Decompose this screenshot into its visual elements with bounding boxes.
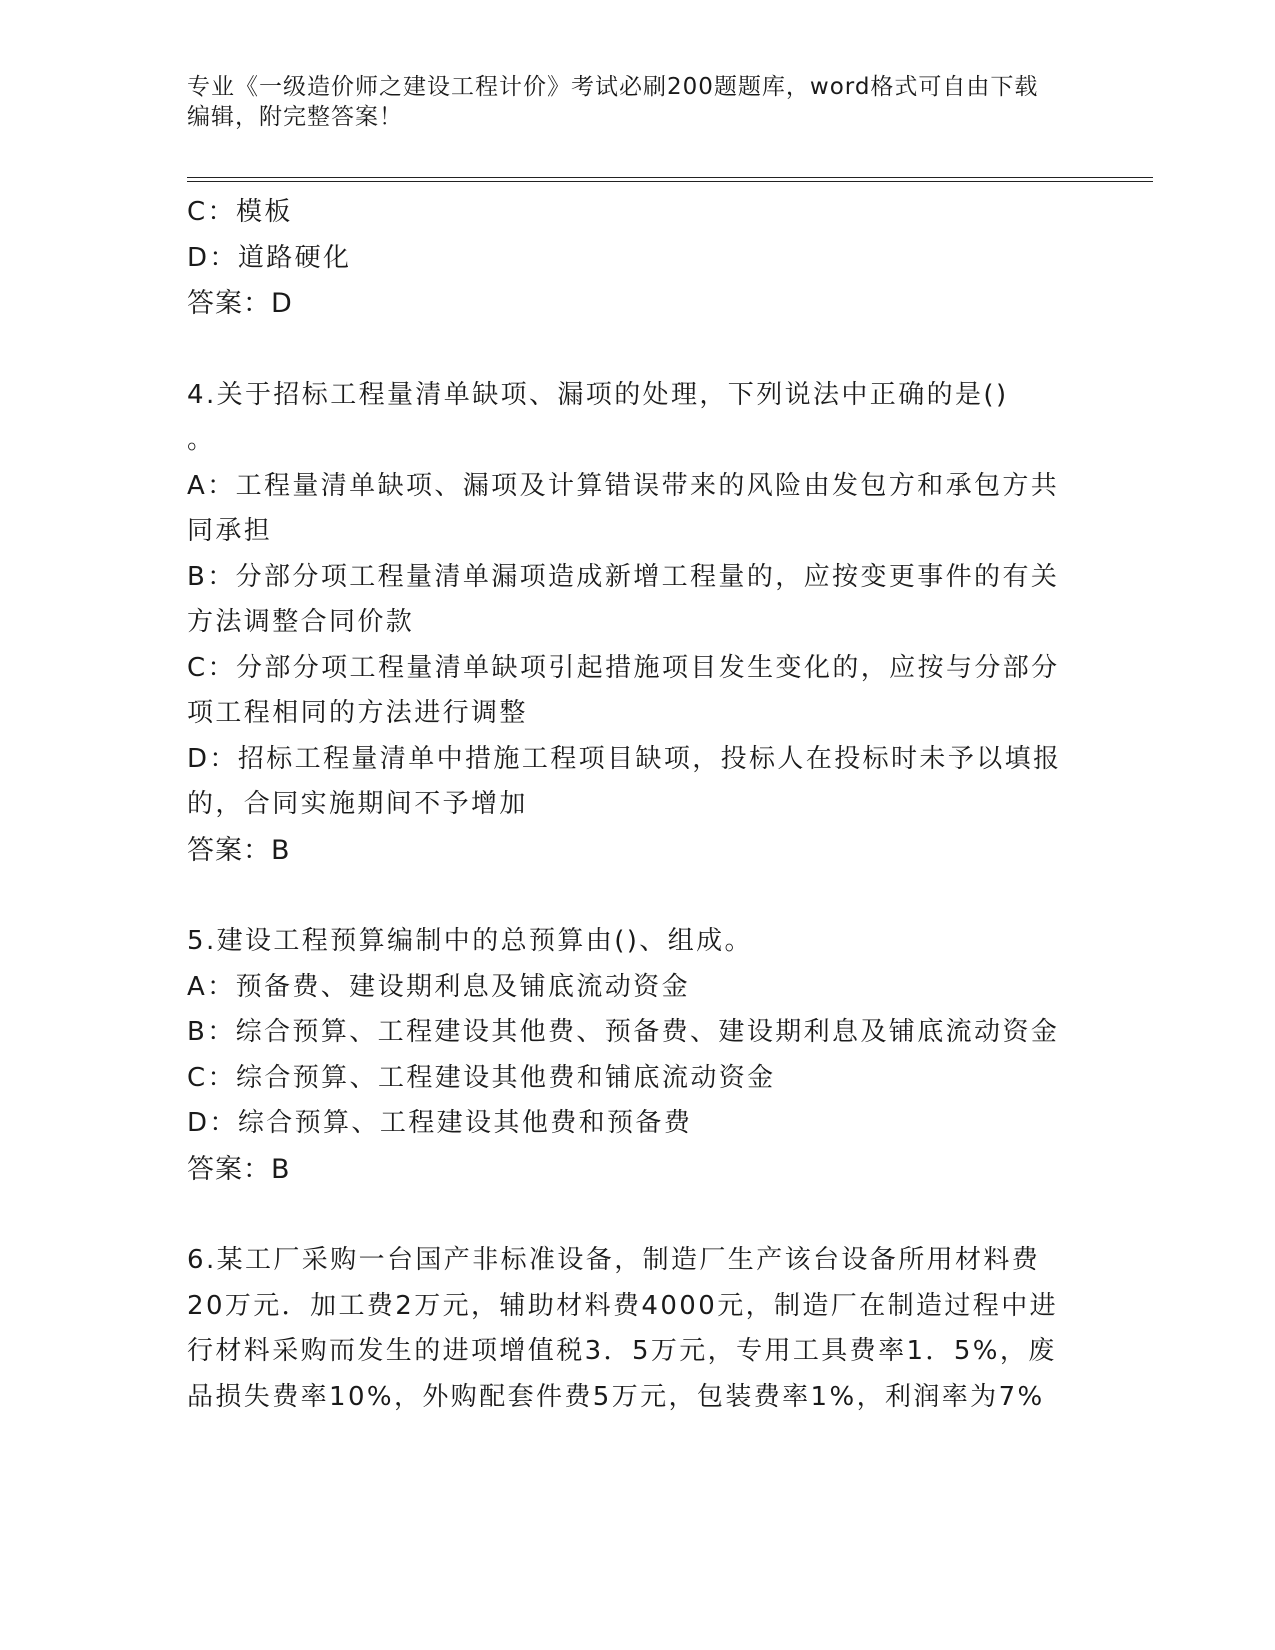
q4-answer: 答案：B: [187, 834, 291, 866]
q6-stem-line-4: 品损失费率10%，外购配套件费5万元，包装费率1%，利润率为7%: [187, 1381, 1045, 1412]
q4-option-b-line-2: 方法调整合同价款: [187, 607, 415, 637]
q4-option-c-line-1: C：分部分项工程量清单缺项引起措施项目发生变化的，应按与分部分: [187, 652, 1060, 683]
question-5: [187, 919, 1087, 1192]
header-line-2: 编辑，附完整答案！: [187, 104, 403, 130]
q3-option-d: D：道路硬化: [187, 242, 352, 273]
q4-option-c-line-2: 项工程相同的方法进行调整: [187, 698, 528, 728]
q4-option-d-line-2: 的，合同实施期间不予增加: [187, 789, 528, 819]
q4-stem-line-1: 4.关于招标工程量清单缺项、漏项的处理，下列说法中正确的是(): [187, 379, 1009, 410]
q4-stem-line-2: 。: [187, 425, 214, 455]
q5-stem: 5.建设工程预算编制中的总预算由()、组成。: [187, 926, 753, 956]
question-4: [187, 373, 1087, 874]
q5-option-d: D：综合预算、工程建设其他费和预备费: [187, 1108, 693, 1138]
header-divider-top: [187, 177, 1153, 178]
document-body: [187, 190, 1087, 1420]
q5-option-c: C：综合预算、工程建设其他费和铺底流动资金: [187, 1062, 776, 1093]
spacer: [187, 1192, 1087, 1238]
q4-option-a-line-2: 同承担: [187, 516, 273, 546]
q4-option-d-line-1: D：招标工程量清单中措施工程项目缺项，投标人在投标时未予以填报: [187, 743, 1062, 774]
q6-stem-line-3: 行材料采购而发生的进项增值税3．5万元，专用工具费率1．5%，废: [187, 1336, 1057, 1366]
question-3-tail: [187, 190, 1087, 327]
spacer: [187, 873, 1087, 919]
q4-option-a-line-1: A：工程量清单缺项、漏项及计算错误带来的风险由发包方和承包方共: [187, 470, 1060, 501]
q6-stem-line-1: 6.某工厂采购一台国产非标准设备，制造厂生产该台设备所用材料费: [187, 1245, 1041, 1275]
q3-option-c: C：模板: [187, 197, 293, 227]
q3-answer: 答案：D: [187, 288, 293, 319]
document-header: [187, 72, 1067, 132]
question-6: [187, 1238, 1087, 1420]
spacer: [187, 327, 1087, 373]
header-line-1: 专业《一级造价师之建设工程计价》考试必刷200题题库，word格式可自由下载: [187, 74, 1039, 100]
q4-option-b-line-1: B：分部分项工程量清单漏项造成新增工程量的，应按变更事件的有关: [187, 561, 1060, 592]
q5-option-b: B：综合预算、工程建设其他费、预备费、建设期利息及铺底流动资金: [187, 1017, 1060, 1047]
q6-stem-line-2: 20万元．加工费2万元，辅助材料费4000元，制造厂在制造过程中进: [187, 1290, 1058, 1321]
q5-option-a: A：预备费、建设期利息及铺底流动资金: [187, 971, 690, 1002]
q5-answer: 答案：B: [187, 1153, 291, 1185]
header-divider-bottom: [187, 181, 1153, 182]
